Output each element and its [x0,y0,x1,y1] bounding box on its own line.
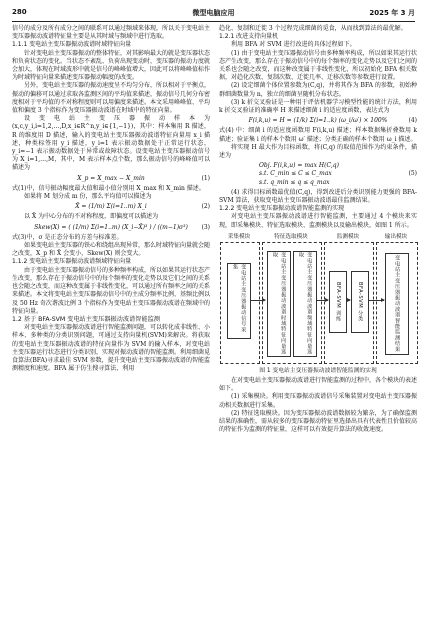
page-number: 280 [12,8,27,16]
paragraph: (2) 特征选取模块。因为变压器振动波谱数据较为繁杂，为了确保监测结果的准确性，需从较多的变压器振动特征里选择出具有代表性且价值较高的特征作为监测的特征量，这样可以有效提升算法的收敛速度。 [219,409,418,434]
arrow [316,300,328,301]
paragraph: 在对变电站主变压器振动波谱进行智能监测的过程中，各个模块的表述如下。 [219,377,418,393]
time-domain-feature-box: 变电站主变压器振动波谱时域特征向量选取 [267,251,291,357]
bfa-svm-classify-box: BFA-SVM 分类 [351,271,369,333]
paragraph: 式(4) 中：细菌 i 的适应度函数用 F(i,k,u) 描述；样本数据集折叠数用 k 描述；验证集 i 的样本个数用 ω′ 描述；分类正确的样本个数用 ω_i 描述。 [219,127,417,143]
equation-1: X_p = X_max − X_min (1) [77,174,210,182]
header-rule [12,21,415,22]
module-label-feature: 特征选取模块 [274,233,308,240]
paragraph: 设变电站主变压器振动样本为(x,c,y_i,i=1,2,…,D,x_i∈R^n,y_i∈{1,−1})，其中：样本集用 R 描述，R 的维度用 D 描述，输入的变电站主变压器振动波谱特征向量用 x_i 描述，种类标签用 y_i 描述，y_i=1 表示振动数据处于正常运行状态，y_i=−1 表示振动数据处于异常或故障状态。设变电站主变压器振动信号为 X_i=1,…,M，其中，M 表示样本点个数，那么振动信号的峰峰值可以描述为 [12,115,210,172]
paragraph: 由于变电站主变压器振动信号的多种频率构成，所以如果其运行状态产生改变，那么存在于振动信号中的每个频率的变化走势以及它们之间的关系也会随之改变，而这种改变属于非线性变化，可以通过所有频率之间的关系来描述。本文将变电站主变压器振动信号中的主成分频率比例、基频比例以及 50 Hz 奇次谐波比例 3 个指标作为变电站主变压器振动波谱在频域中的特征向量。 [12,266,211,315]
monitor-result-box: 变电站主变压器振动波谱智能监测结果 [385,253,409,355]
paragraph: (3) k 折交叉验证是一种用于评估机器学习模型性能的统计方法，利用 k 折交叉验证的准确率 H 来描述细菌 i 的适应度函数，表达式为 [219,98,417,115]
equation-5: Obj. F(i,k,u) = max H(C,q) s.t. C_min ≤ C ≤ C_max s.t. q_min ≤ q ≤ q_max (5) [259,162,417,186]
equation-4: F(i,k,u) = H = (1/k) Σ(i=1..k) (ω_i/ω′) × 100% (4) [248,117,417,125]
figure-caption: 图 1 变电站主变压器振动波谱智能监测的实现 [259,367,377,374]
subsection-heading: 1.1.1 变电站主变压器振动波谱时域特征向量 [12,41,132,49]
arrow [368,300,384,301]
paragraph: 趋化、复制和迁徙 3 个过程完成细菌的觅食，从而找到算法的最优解。 [219,25,407,32]
paragraph: (4) 求得目标函数最优值(C,q)，得到改进后分类识别能力更强的 BFA-SVM 算法，获取变电站主变压器振动波谱最佳监测结果。 [219,188,417,205]
paragraph: 式(1)中，信号振动幅度最大值和最小值分别用 X_max 和 X_min 描述。 [12,184,205,192]
paragraph: (2) 设定细菌个体位置参数为(C,q)，并将其作为 BFA 的参数，初始种群细菌数量为 n，独立的细菌呈随机分布状态。 [219,82,417,98]
page-header [12,6,415,20]
figure-1-diagram [219,233,417,365]
module-label-monitor: 监测模块 [336,233,360,240]
paragraph: 将实现 H 最大作为目标函数，将(C,q) 的取值范围作为约束条件，描述为 [219,143,417,160]
section-heading: 1.2 基于 BFA-SVM 变电站主变压器振动波谱智能监测 [12,315,160,323]
paragraph: 另外，变电站主变压器的振动速度呈不均匀分布，所以相对于平衡点，振动的偏移可以通过求取各监测区间的平均值来描述，振动信号几何分布密度相对于平均值的不对称程度则可以用偏度来描述。本文采用峰峰值、平均值和偏度 3 个指标作为变压器振动波谱在时域中的特征向量。 [12,82,211,115]
bfa-svm-train-box: BFA-SVM 训练 [329,271,347,333]
equation-2: X̄ = (1/m) Σ(i=1..m) X_i (2) [75,203,210,211]
paragraph: 以 X̄ 为中心分布的不对称程度，即偏度可以描述为 [24,213,159,221]
paragraph: (1) 采集模块。利用变压器振动波谱信号采集装置对变电站主变压器振动相关数据进行采集。 [219,393,417,409]
module-label-output: 输出模块 [384,233,408,240]
module-label-collect: 采集模块 [227,233,251,240]
paragraph: 利用 BFA 对 SVM 进行改进的具体过程如下。 [231,41,356,49]
left-column [12,25,210,373]
paragraph: 对变电站主变压器振动波谱进行智能监测，主要通过 4 个模块来实现，即采集模块、特征选取模块、监测模块以及输出模块，如图 1 所示。 [219,213,417,229]
journal-name: 微型电脑应用 [192,9,235,17]
subsection-heading: 1.1.2 变电站主变压器振动波谱频域特征向量 [12,258,132,266]
equation-3: Skew(X) = ( (1/m) Σ(i=1..m) (X_i−X̄)³ ) / ((m−1)σ³) (3) [34,223,210,231]
paragraph: 信号的成分及所有成分之间的联系可以通过频域来体现，所以关于变电站主变压器振动波谱特征量主要是从其时域与频域中进行选取。 [12,25,211,41]
paragraph: 如果将 M 划分成 m 份，那么平均值可以描述为 [24,193,152,201]
freq-domain-feature-box: 变电站主变压器振动波谱频域特征向量选取 [293,251,317,357]
paragraph: 式(3)中，σ 是正态分布的方差与标准差。 [12,233,123,241]
paragraph: 对变电站主变压器振动波谱进行智能监测问题，可以转化成非线性、小样本、多种类的分类识别问题，可通过支持向量机(SVM)来解决。将获取的变电站主变压器振动波谱的特征向量作为 SVM 的输入样本，对变电站主变压器运行状态进行分类识别，实现对振动波谱的智能监测。利用细菌觅食算法(BFA)寻求最佳 SVM 参数，提升变电站主变压器振动波谱的智能监测精度和速度。BFA 属于仿生搜寻算法，利用 [12,324,211,373]
issue-date: 2025 年 3 月 [369,9,415,17]
paragraph: 如果变电站主变压器的铁心和绕组出现异常，那么时域特征向量就会随之改变，X_p 和 X̄ 会变小，Skew(X) 则会变大。 [12,242,211,258]
paragraph: (1) 由于变电站主变压器振动信号由多种频率构成，所以如果其运行状态产生改变，那么存在于振动信号中的每个频率的变化走势以及它们之间的关系也会随之改变，而这种改变属于非线性变化，所以初始化 BFA 相关数据，对趋化次数、复制次数、迁徙几率、迁移次数等参数进行设置。 [219,49,418,82]
paragraph: 针对变电站主变压器振动的整体特征，对其影响最大的就是变压器状态和负荷状态的变化。当状态不紊乱、负荷出现变动时，变压器的振动力度就会加大，体现在时域波形中就是信号的峰峰值增大，因此可以将峰峰值标作为时域特征向量来描述变压器振动幅度的改变。 [12,49,211,82]
subsection-heading: 1.2.1 改进支持向量机 [219,33,279,41]
right-column [219,25,417,435]
signal-collection-box: 变电站主变压器振动信号采集 [227,263,251,339]
subsection-heading: 1.2.2 变电站主变压器振动波谱智能监测的实现 [219,205,345,213]
arrow [346,300,350,301]
arrow [250,300,265,301]
